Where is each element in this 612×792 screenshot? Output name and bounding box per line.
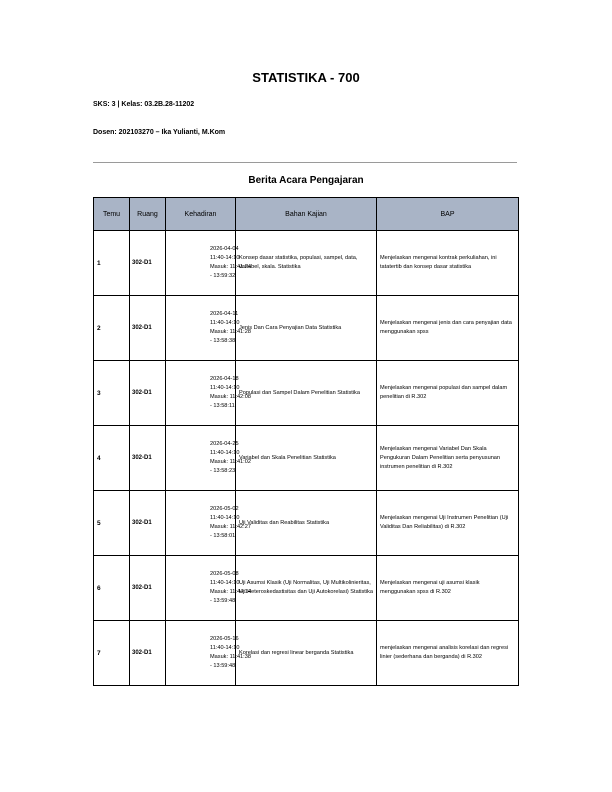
document-title: STATISTIKA - 700: [252, 70, 360, 85]
cell-bahan-kajian: Jenis Dan Cara Penyajian Data Statistika: [236, 296, 377, 361]
lecturer-info: Dosen: 202103270 – Ika Yulianti, M.Kom: [93, 129, 226, 136]
attendance-schedule: 11:40-14:10: [210, 320, 240, 326]
table-row: [94, 361, 519, 426]
attendance-checkin: Masuk: 11:41:24: [210, 264, 251, 270]
table-row: [94, 296, 519, 361]
table-row: [94, 426, 519, 491]
attendance-checkout: - 13:58:01: [210, 533, 236, 539]
attendance-checkin: Masuk: 11:42:27: [210, 524, 251, 530]
cell-bap: Menjelaskan mengenai populasi dan sampel dalam penelitian di R.302: [377, 361, 519, 426]
cell-kehadiran: [166, 361, 251, 426]
cell-bap: Menjelaskan mengenai jenis dan cara penyajian data menggunakan spss: [377, 296, 519, 361]
attendance-schedule: 11:40-14:10: [210, 255, 240, 261]
cell-temu: 4: [94, 426, 130, 491]
attendance-date: 2026-05-16: [210, 636, 239, 642]
attendance-checkin: Masuk: 11:44:14: [210, 589, 251, 595]
cell-temu: 7: [94, 621, 130, 686]
attendance-checkin: Masuk: 11:41:02: [210, 459, 251, 465]
attendance-schedule: 11:40-14:10: [210, 385, 240, 391]
cell-ruang: 302-D1: [130, 426, 166, 491]
attendance-date: 2026-04-11: [210, 311, 239, 317]
teaching-record-table: [93, 197, 519, 686]
cell-kehadiran: [166, 491, 251, 556]
table-row: [94, 491, 519, 556]
header-bap: BAP: [377, 198, 519, 231]
attendance-checkout: - 13:59:48: [210, 663, 236, 669]
header-kehadiran: Kehadiran: [166, 198, 236, 231]
attendance-checkout: - 13:58:38: [210, 338, 236, 344]
table-row: [94, 621, 519, 686]
attendance-date: 2026-04-04: [210, 246, 239, 252]
attendance-checkin: Masuk: 11:41:38: [210, 654, 251, 660]
attendance-schedule: 11:40-14:10: [210, 515, 240, 521]
cell-kehadiran: [166, 231, 251, 296]
cell-ruang: 302-D1: [130, 621, 166, 686]
cell-temu: 1: [94, 231, 130, 296]
cell-kehadiran: [166, 426, 251, 491]
cell-bahan-kajian: Variabel dan Skala Penelitian Statistika: [236, 426, 377, 491]
cell-temu: 5: [94, 491, 130, 556]
header-bahan-kajian: Bahan Kajian: [236, 198, 377, 231]
cell-kehadiran: [166, 621, 251, 686]
cell-kehadiran: [166, 296, 251, 361]
attendance-checkout: - 13:58:11: [210, 403, 235, 409]
attendance-date: 2026-05-02: [210, 506, 239, 512]
cell-bap: Menjelaskan mengenai Uji Instrumen Penelitian (Uji Validitas Dan Reliabilitas) di R.302: [377, 491, 519, 556]
attendance-schedule: 11:40-14:10: [210, 645, 240, 651]
attendance-checkout: - 13:59:48: [210, 598, 236, 604]
cell-ruang: 302-D1: [130, 361, 166, 426]
cell-bahan-kajian: Korelasi dan regresi linear berganda Statistika: [236, 621, 377, 686]
attendance-checkout: - 13:58:23: [210, 468, 236, 474]
cell-ruang: 302-D1: [130, 491, 166, 556]
cell-ruang: 302-D1: [130, 296, 166, 361]
attendance-schedule: 11:40-14:10: [210, 580, 240, 586]
table-row: [94, 231, 519, 296]
section-title: Berita Acara Pengajaran: [248, 175, 364, 186]
cell-temu: 6: [94, 556, 130, 621]
attendance-date: 2026-04-18: [210, 376, 239, 382]
horizontal-divider: [93, 162, 517, 163]
table-header-row: [94, 198, 519, 231]
cell-kehadiran: [166, 556, 251, 621]
cell-temu: 3: [94, 361, 130, 426]
header-temu: Temu: [94, 198, 130, 231]
cell-bahan-kajian: Uji Validitas dan Reabilitas Statistika: [236, 491, 377, 556]
cell-bahan-kajian: Uji Asumsi Klasik (Uji Normalitas, Uji Multikolinieritas, Uji Heteroskedastisitas dan Uji Autokorelasi) Statistika: [236, 556, 377, 621]
header-ruang: Ruang: [130, 198, 166, 231]
attendance-checkin: Masuk: 11:41:28: [210, 329, 251, 335]
cell-temu: 2: [94, 296, 130, 361]
cell-bap: menjelaskan mengenai analisis korelasi dan regresi linier (sederhana dan berganda) di R.302: [377, 621, 519, 686]
attendance-schedule: 11:40-14:10: [210, 450, 240, 456]
cell-ruang: 302-D1: [130, 556, 166, 621]
course-info: SKS: 3 | Kelas: 03.2B.28-11202: [93, 101, 195, 108]
cell-bahan-kajian: Populasi dan Sampel Dalam Penelitian Statistika: [236, 361, 377, 426]
attendance-date: 2026-05-08: [210, 571, 239, 577]
attendance-date: 2026-04-25: [210, 441, 239, 447]
cell-bahan-kajian: Konsep dasar statistika, populasi, sampel, data, variabel, skala. Statistika: [236, 231, 377, 296]
cell-ruang: 302-D1: [130, 231, 166, 296]
cell-bap: Menjelaskan mengenai kontrak perkuliahan, ini tatatertib dan konsep dasar statistika: [377, 231, 519, 296]
attendance-checkin: Masuk: 11:42:08: [210, 394, 251, 400]
cell-bap: Menjelaskan mengenai uji asumsi klasik menggunakan spss di R.302: [377, 556, 519, 621]
cell-bap: Menjelaskan mengenai Variabel Dan Skala Pengukuran Dalam Penelitian serta penyusunan instrumen penelitian di R.302: [377, 426, 519, 491]
table-row: [94, 556, 519, 621]
attendance-checkout: - 13:59:32: [210, 273, 236, 279]
